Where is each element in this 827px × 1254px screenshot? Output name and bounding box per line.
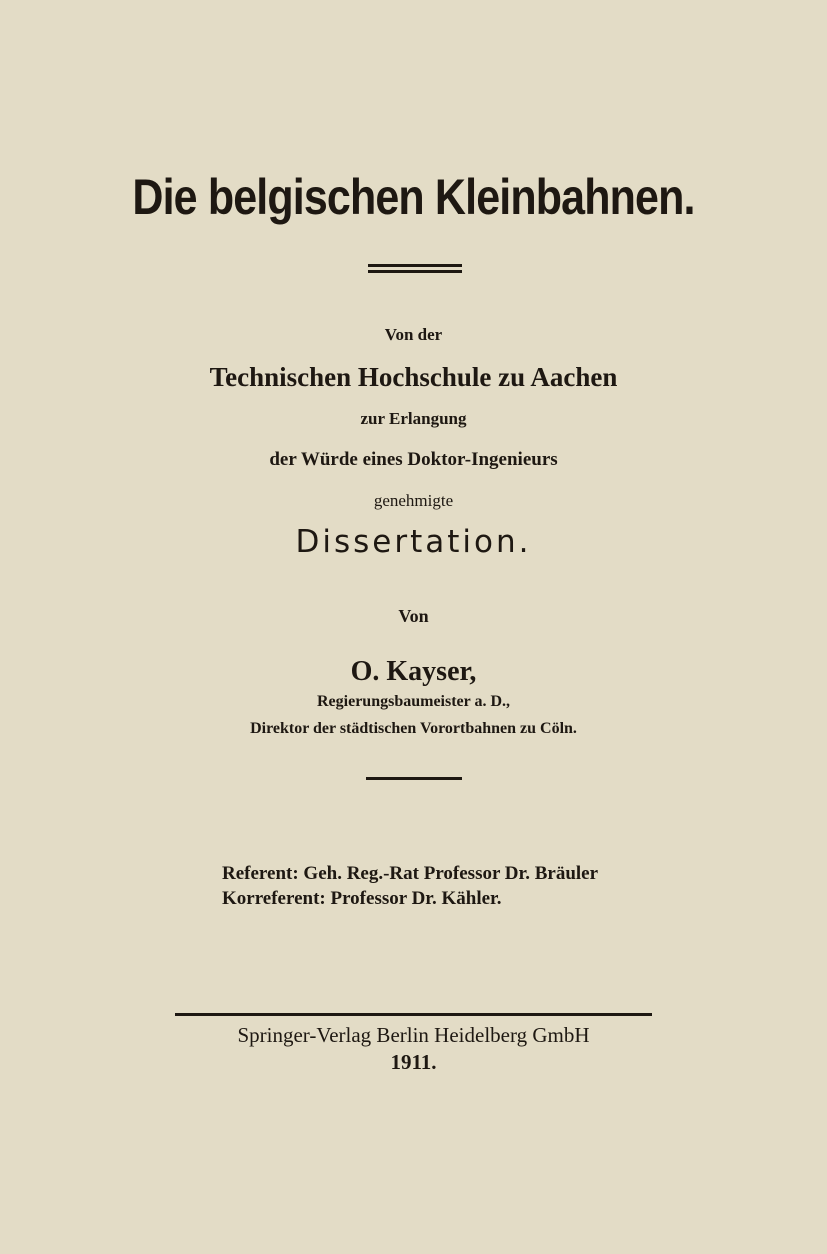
erlangung-text: zur Erlangung [360,409,467,428]
genehmigte-text: genehmigte [373,491,454,510]
referent-line: Referent: Geh. Reg.-Rat Professor Dr. Bräuler [222,863,599,884]
author-name: O. Kayser, [350,656,477,687]
author-role-1: Regierungsbaumeister a. D., [316,693,511,710]
referees-block [222,861,598,911]
publication-year: 1911. [390,1050,437,1074]
von-der-text: Von der [384,325,443,344]
dissertation-heading: Dissertation. [295,524,532,560]
middle-rule [366,777,462,780]
author-role-2: Direktor der städtischen Vorortbahnen zu Cöln. [250,720,577,737]
degree-text: der Würde eines Doktor-Ingenieurs [269,449,558,470]
double-rule-lower [368,270,462,273]
institution-name: Technischen Hochschule zu Aachen [209,362,618,392]
imprint-rule [175,1013,652,1016]
book-title: Die belgischen Kleinbahnen. [132,169,695,225]
double-rule-upper [368,264,462,267]
von-text: Von [398,606,429,626]
korreferent-line: Korreferent: Professor Dr. Kähler. [222,888,502,909]
publisher-name: Springer-Verlag Berlin Heidelberg GmbH [237,1023,590,1047]
